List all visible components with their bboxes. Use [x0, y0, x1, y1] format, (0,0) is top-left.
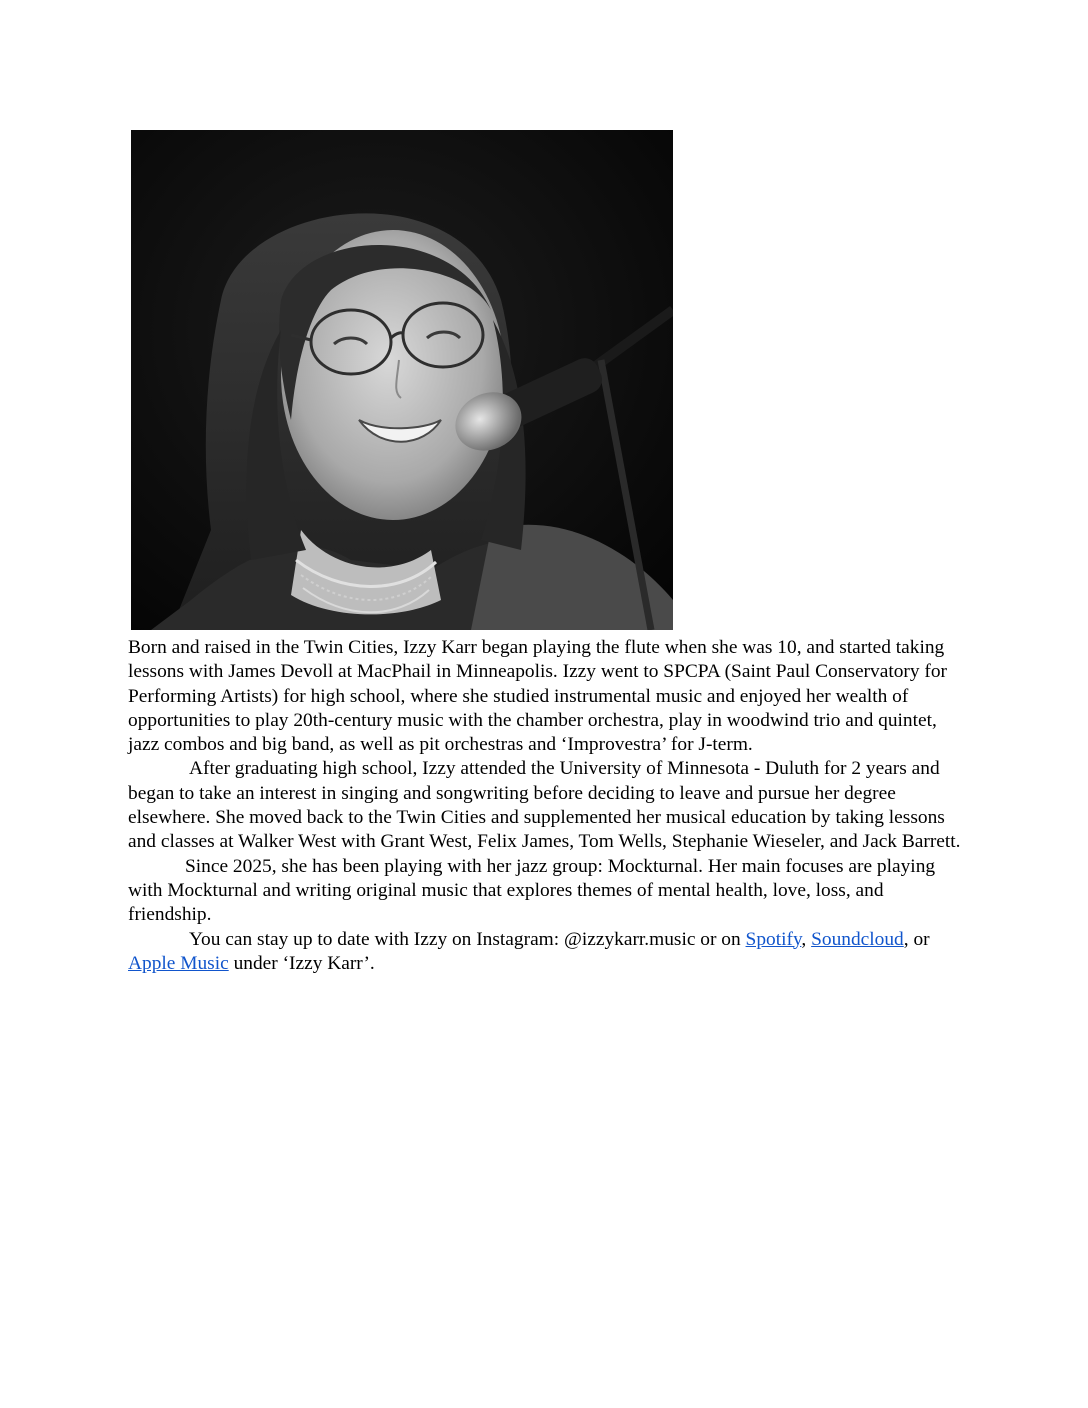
portrait-illustration — [131, 130, 673, 630]
bio-paragraph-2 — [128, 757, 968, 854]
spotify-link[interactable]: Spotify — [745, 928, 802, 950]
bio-paragraph-3-text: Since 2025, she has been playing with her jazz group: Mockturnal. Her main focuses are playing with Mockturnal and writing original music that explores themes of mental health, love, loss, and friendship. — [128, 855, 936, 926]
bio-paragraph-3 — [128, 855, 968, 928]
link-separator: , — [801, 928, 807, 950]
apple-music-link[interactable]: Apple Music — [128, 952, 229, 974]
bio-paragraph-2-text: After graduating high school, Izzy attended the University of Minnesota - Duluth for 2 years and began to take an interest in singing and songwriting before deciding to leave and pursue her degree elsewhere. She moved back to the Twin Cities and supplemented her musical education by taking lessons and classes at Walker West with Grant West, Felix James, Tom Wells, Stephanie Wieseler, and Jack Barrett. — [128, 758, 961, 853]
portrait-photo — [131, 130, 673, 630]
bio-paragraph-4-lead: You can stay up to date with Izzy on Instagram: @izzykarr.music or on — [189, 928, 746, 950]
link-separator: , or — [903, 928, 930, 950]
bio-paragraph-1: Born and raised in the Twin Cities, Izzy Karr began playing the flute when she was 10, and started taking lessons with James Devoll at MacPhail in Minneapolis. Izzy went to SPCPA (Saint Paul Conservatory for Performing Artists) for high school, where she studied instrumental music and enjoyed her wealth of opportunities to play 20th-century music with the chamber orchestra, play in woodwind trio and quintet, jazz combos and big band, as well as pit orchestras and ‘Improvestra’ for J-term. — [128, 637, 948, 756]
soundcloud-link[interactable]: Soundcloud — [811, 928, 904, 950]
bio-paragraph-4 — [128, 928, 968, 977]
biography-text — [128, 636, 968, 976]
bio-paragraph-4-tail: under ‘Izzy Karr’. — [228, 952, 375, 974]
